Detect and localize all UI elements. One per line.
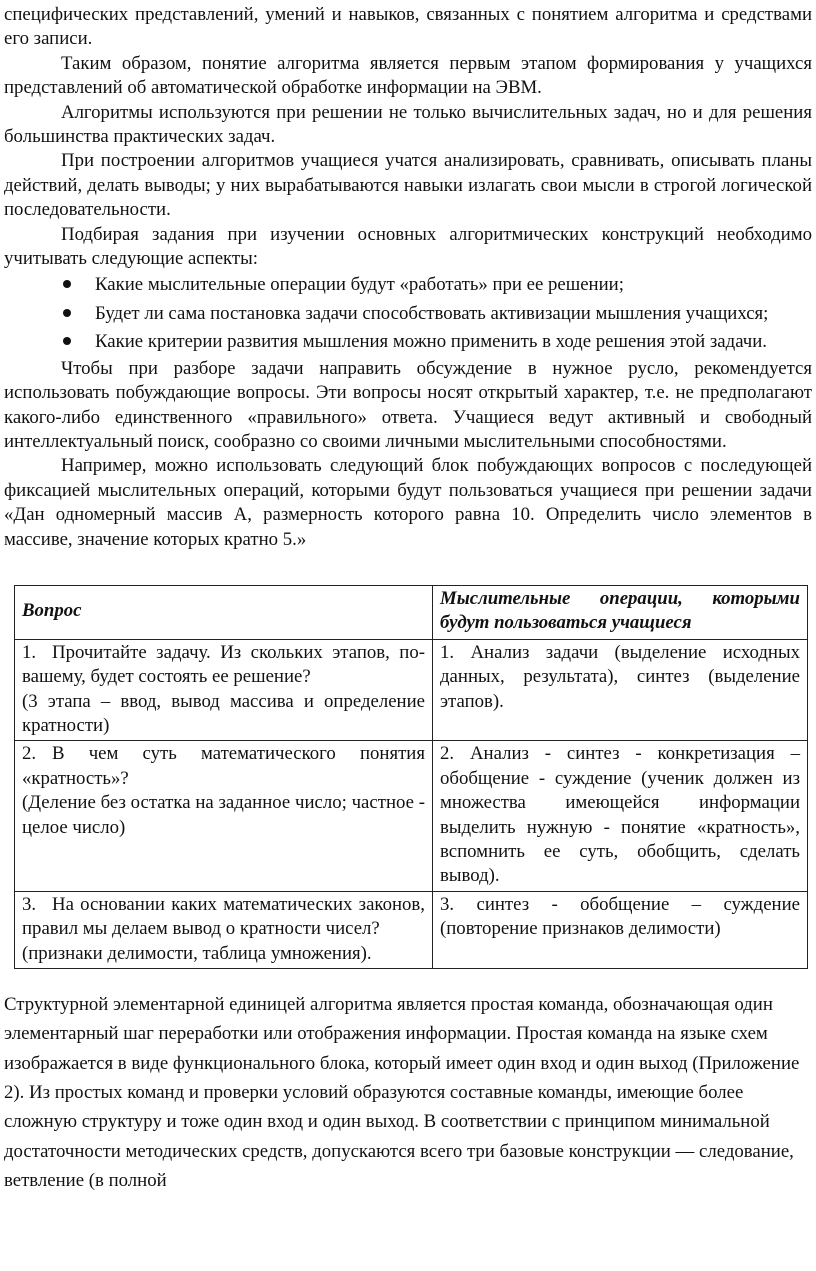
question-text: В чем суть математического понятия «кратность»? [22,743,425,789]
header-operations: Мыслительные операции, которыми будут пользоваться учащиеся [433,585,808,639]
table-row [15,741,808,891]
paragraph-leading-questions: Чтобы при разборе задачи направить обсуждение в нужное русло, рекомендуется использовать побуждающие вопросы. Эти вопросы носят открытый характер, т.е. не предполагают какого-либо единственного «правильного» ответа. Учащиеся ведут активный и свободный интеллектуальный поиск, сообразно со своими личными мыслительными способностями. [4,357,812,452]
list-item [4,273,812,297]
question-cell [15,741,433,891]
paragraph-algorithm-usage: Алгоритмы используются при решении не только вычислительных задач, но и для решения большинства практических задач. [4,101,812,148]
question-cell [15,891,433,968]
questions-table [14,585,808,969]
question-number: 2. [22,743,37,765]
aspects-list [4,273,812,354]
operations-cell: 3. синтез - обобщение – суждение (повторение признаков делимости) [433,891,808,968]
paragraph-example-task: Например, можно использовать следующий блок побуждающих вопросов с последующей фиксацией мыслительных операций, которыми будут пользоваться учащиеся при решении задачи «Дан одномерный массив А, размерность которого равна 10. Определить число элементов в массиве, значение которых кратно 5.» [4,455,812,550]
bullet-icon [63,337,71,345]
list-item [4,330,812,354]
table-header-row [15,585,808,639]
header-question: Вопрос [15,585,433,639]
question-number: 3. [22,893,37,915]
table-row [15,891,808,968]
paragraph-algorithm-concept: Таким образом, понятие алгоритма является первым этапом формирования у учащихся представлений об автоматической обработке информации на ЭВМ. [4,52,812,99]
bullet-icon [63,280,71,288]
question-number: 1. [22,641,37,663]
question-hint: (Деление без остатка на заданное число; частное - целое число) [22,792,425,838]
question-cell [15,639,433,741]
question-hint: (3 этапа – ввод, вывод массива и определение кратности) [22,690,425,736]
paragraph-continuation: специфических представлений, умений и навыков, связанных с понятием алгоритма и средствами его записи. [4,4,812,50]
table-row [15,639,808,741]
list-item-text: Какие критерии развития мышления можно применить в ходе решения этой задачи. [95,331,767,353]
operations-cell: 1. Анализ задачи (выделение исходных данных, результата), синтез (выделение этапов). [433,639,808,741]
bullet-icon [63,309,71,317]
list-item [4,302,812,326]
paragraph-simple-command: Структурной элементарной единицей алгоритма является простая команда, обозначающая один элементарный шаг переработки или отображения информации. Простая команда на языке схем изображается в виде функционального блока, который имеет один вход и один выход (Приложение 2). Из простых команд и проверки условий образуются составные команды, имеющие более сложную структуру и тоже один вход и один выход. В соответствии с принципом минимальной достаточности методических средств, допускаются всего три базовые конструкции — следование, ветвление (в полной [4,994,800,1191]
list-item-text: Какие мыслительные операции будут «работать» при ее решении; [95,274,624,296]
question-hint: (признаки делимости, таблица умножения). [22,942,372,964]
question-text: На основании каких математических законов, правил мы делаем вывод о кратности чисел? [22,893,425,940]
question-text: Прочитайте задачу. Из скольких этапов, по-вашему, будет состоять ее решение? [22,641,425,688]
operations-cell: 2. Анализ - синтез - конкретизация – обобщение - суждение (ученик должен из множества имеющейся информации выделить нужную - понятие «кратность», вспомнить ее суть, обобщить, сделать вывод). [433,741,808,891]
list-item-text: Будет ли сама постановка задачи способствовать активизации мышления учащихся; [95,302,769,324]
paragraph-algorithm-building: При построении алгоритмов учащиеся учатся анализировать, сравнивать, описывать планы действий, делать выводы; у них вырабатываются навыки излагать свои мысли в строгой логической последовательности. [4,150,812,221]
paragraph-aspects-intro: Подбирая задания при изучении основных алгоритмических конструкций необходимо учитывать следующие аспекты: [4,223,812,270]
